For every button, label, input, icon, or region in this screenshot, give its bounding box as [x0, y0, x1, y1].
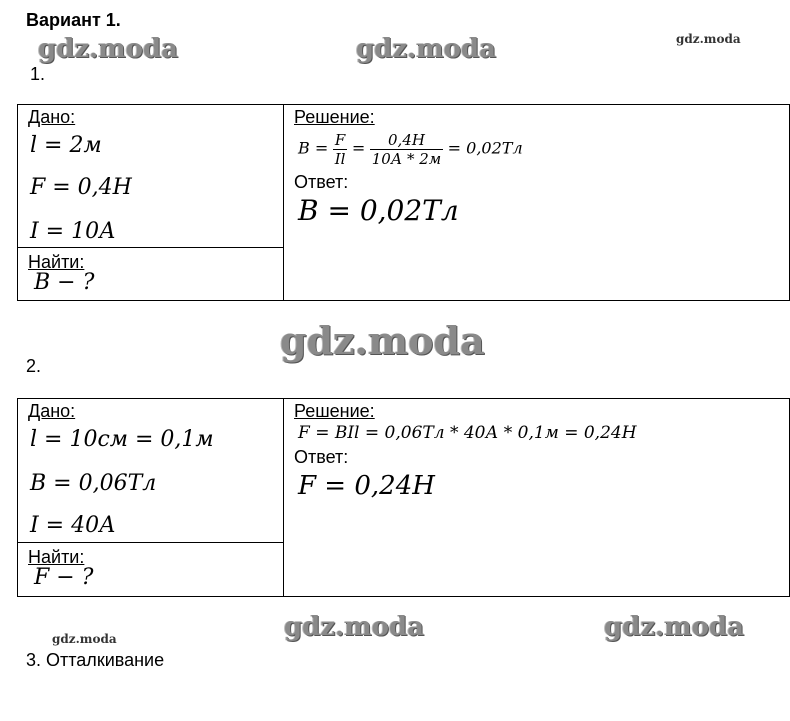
given-label: Дано:: [28, 107, 76, 127]
given-current: I = 40А: [30, 513, 116, 538]
answer-value: F = 0,24Н: [298, 471, 435, 501]
find-label: Найти:: [28, 252, 85, 272]
watermark: gdz.moda: [676, 32, 741, 46]
solution-cell: [284, 399, 790, 597]
given-current: I = 10А: [30, 219, 116, 244]
find-label: Найти:: [28, 547, 85, 567]
given-length: l = 10см = 0,1м: [30, 427, 214, 452]
task-number: 2.: [26, 356, 42, 376]
find-value: F − ?: [34, 565, 94, 590]
fraction-numerator: 0,4Н: [370, 131, 443, 150]
task-number: 1.: [30, 64, 46, 84]
solution-formula: F = BIl = 0,06Тл * 40А * 0,1м = 0,24Н: [298, 423, 637, 443]
given-induction: B = 0,06Тл: [30, 471, 157, 496]
answer-label: Ответ:: [294, 447, 349, 467]
watermark: gdz.moda: [356, 34, 497, 64]
answer-value: B = 0,02Тл: [298, 194, 459, 227]
find-value: B − ?: [34, 270, 95, 295]
given-label: Дано:: [28, 401, 76, 421]
given-cell: [18, 399, 284, 543]
fraction-numerator: F: [333, 131, 348, 150]
task2-table: [17, 398, 790, 597]
variant-title: Вариант 1.: [26, 10, 121, 30]
find-cell: [18, 543, 284, 597]
watermark: gdz.moda: [52, 632, 117, 646]
given-length: l = 2м: [30, 133, 102, 158]
given-force: F = 0,4Н: [30, 175, 132, 200]
watermark: gdz.moda: [604, 612, 745, 642]
watermark: gdz.moda: [284, 612, 425, 642]
solution-label: Решение:: [294, 401, 375, 421]
task3-answer: 3. Отталкивание: [26, 650, 165, 670]
watermark: gdz.moda: [38, 34, 179, 64]
find-cell: [18, 248, 284, 301]
answer-label: Ответ:: [294, 172, 349, 192]
solution-label: Решение:: [294, 107, 375, 127]
given-cell: [18, 105, 284, 248]
solution-cell: [284, 105, 790, 301]
task1-table: [17, 104, 790, 301]
watermark: gdz.moda: [280, 318, 485, 363]
fraction-denominator: Il: [334, 150, 346, 168]
solution-formula: B = $\frac{F}{Il}$ = $\frac{0,4Н}{10А * 2м}$ = 0,02Тл: [298, 131, 523, 168]
fraction-denominator: 10А * 2м: [371, 150, 442, 168]
